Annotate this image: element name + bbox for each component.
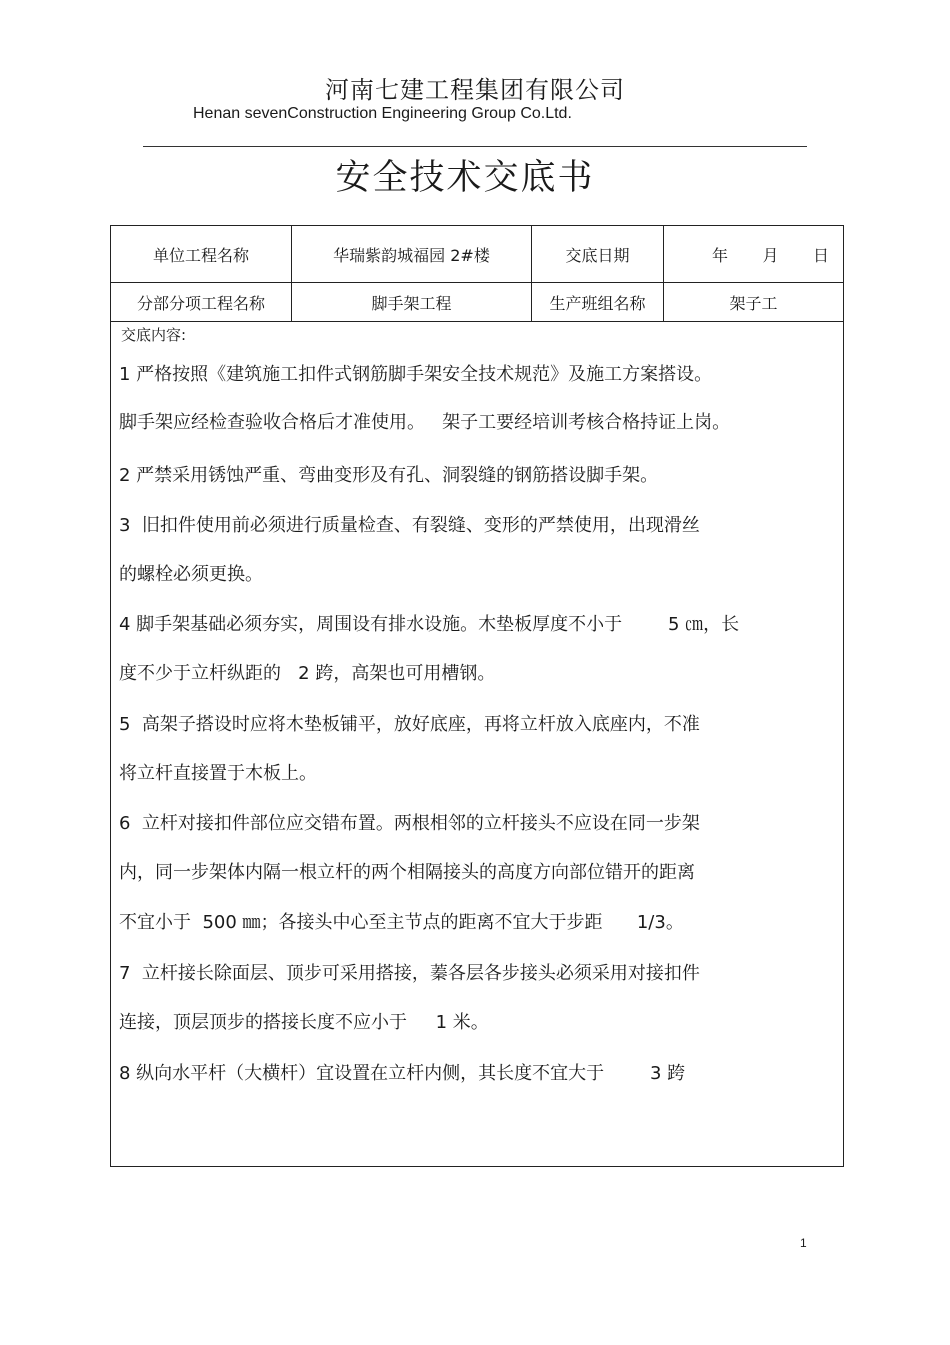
content-line: 3 旧扣件使用前必须进行质量检查、有裂缝、变形的严禁使用，出现滑丝	[119, 515, 700, 536]
content-line: 内，同一步架体内隔一根立杆的两个相隔接头的高度方向部位错开的距离	[119, 862, 695, 883]
content-line: 2 严禁采用锈蚀严重、弯曲变形及有孔、洞裂缝的钢筋搭设脚手架。	[119, 465, 659, 486]
content-line: 4 脚手架基础必须夯实，周围设有排水设施。木垫板厚度不小于 5 ㎝，长	[119, 614, 740, 635]
sub-project-label: 分部分项工程名称	[136, 293, 265, 313]
team-name-label: 生产班组名称	[549, 293, 646, 313]
date-year: 年	[712, 245, 729, 265]
company-name-cn: 河南七建工程集团有限公司	[325, 76, 625, 104]
content-line: 的螺栓必须更换。	[119, 564, 263, 585]
disclosure-table	[110, 225, 844, 1167]
date-month: 月	[762, 245, 779, 265]
sub-project-value: 脚手架工程	[371, 293, 452, 313]
header-divider	[143, 146, 807, 147]
date-day: 日	[812, 245, 829, 265]
disclosure-date-value	[664, 226, 843, 282]
content-line: 将立杆直接置于木板上。	[119, 763, 317, 784]
content-line: 1 严格按照《建筑施工扣件式钢筋脚手架安全技术规范》及施工方案搭设。	[119, 364, 713, 385]
content-line: 5 高架子搭设时应将木垫板铺平，放好底座，再将立杆放入底座内，不准	[119, 714, 700, 735]
content-line: 8 纵向水平杆（大横杆）宜设置在立杆内侧，其长度不宜大于 3 跨	[119, 1063, 686, 1084]
row-divider	[111, 321, 843, 322]
disclosure-date-label: 交底日期	[565, 245, 630, 265]
document-title: 安全技术交底书	[335, 158, 595, 198]
content-line: 6 立杆对接扣件部位应交错布置。两根相邻的立杆接头不应设在同一步架	[119, 813, 700, 834]
unit-project-label: 单位工程名称	[152, 245, 249, 265]
content-label: 交底内容:	[121, 326, 187, 344]
content-line: 不宜小于 500 ㎜；各接头中心至主节点的距离不宜大于步距 1/3。	[119, 912, 684, 933]
page-number: 1	[800, 1236, 807, 1250]
team-name-value: 架子工	[729, 293, 778, 313]
company-name-en: Henan sevenConstruction Engineering Group Co.Ltd.	[193, 105, 572, 122]
content-line: 脚手架应经检查验收合格后才准使用。 架子工要经培训考核合格持证上岗。	[119, 412, 731, 433]
content-line: 度不少于立杆纵距的 2 跨，高架也可用槽钢。	[119, 663, 496, 684]
unit-project-value: 华瑞紫韵城福园 2#楼	[333, 245, 490, 265]
content-line: 7 立杆接长除面层、顶步可采用搭接，蓁各层各步接头必须采用对接扣件	[119, 963, 700, 984]
content-line: 连接，顶层顶步的搭接长度不应小于 1 米。	[119, 1012, 489, 1033]
